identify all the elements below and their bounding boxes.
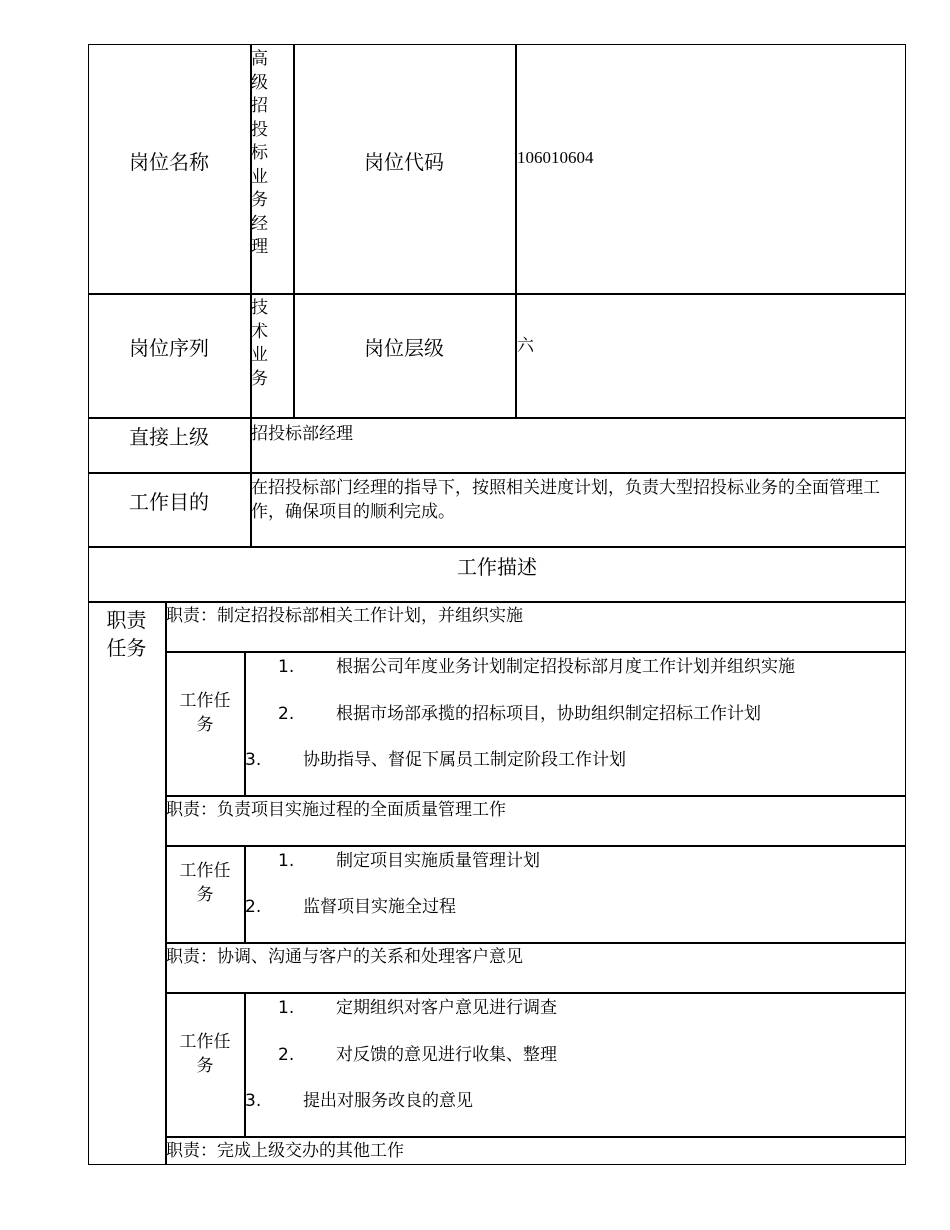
task-number: 1. — [278, 998, 295, 1018]
post-sequence-label: 岗位序列 — [129, 336, 209, 360]
duty-label-line1: 职责 — [106, 608, 147, 632]
row-divider — [88, 601, 906, 603]
task-number: 2. — [278, 1045, 295, 1065]
task-label-line1: 工作任 — [179, 861, 231, 881]
purpose-value: 在招投标部门经理的指导下，按照相关进度计划，负责大型招投标业务的全面管理工作，确保项目的顺利完成。 — [251, 478, 880, 522]
purpose-label: 工作目的 — [129, 490, 209, 514]
row-divider — [88, 417, 906, 419]
task-label — [166, 689, 244, 737]
task-text: 协助指导、督促下属员工制定阶段工作计划 — [303, 750, 626, 770]
row-divider — [165, 795, 906, 797]
task-label-line1: 工作任 — [179, 691, 231, 711]
task-number: 3. — [245, 1091, 262, 1111]
column-divider — [244, 651, 246, 796]
post-name-label: 岗位名称 — [129, 150, 209, 174]
task-label-line2: 务 — [196, 715, 214, 735]
duty-title: 职责：制定招投标部相关工作计划，并组织实施 — [166, 606, 523, 626]
column-divider — [244, 992, 246, 1137]
task-text: 对反馈的意见进行收集、整理 — [336, 1045, 557, 1065]
duty-label — [88, 606, 165, 662]
post-code-label: 岗位代码 — [364, 150, 444, 174]
duty-title: 职责：负责项目实施过程的全面质量管理工作 — [166, 800, 506, 820]
post-level-value: 六 — [517, 336, 534, 356]
task-text: 制定项目实施质量管理计划 — [336, 851, 540, 871]
post-sequence-value: 技术业务 — [251, 298, 268, 389]
post-name-value: 高级招投标业务经理 — [251, 49, 268, 257]
task-text: 监督项目实施全过程 — [303, 897, 456, 917]
row-divider — [165, 992, 906, 994]
task-number: 2. — [245, 897, 262, 917]
row-divider — [88, 546, 906, 548]
column-divider — [293, 44, 295, 418]
row-divider — [88, 472, 906, 474]
task-text: 提出对服务改良的意见 — [303, 1091, 473, 1111]
column-divider — [244, 845, 246, 943]
task-number: 2. — [278, 704, 295, 724]
post-code-value: 106010604 — [517, 148, 594, 167]
task-label — [166, 859, 244, 907]
task-label-line1: 工作任 — [179, 1032, 231, 1052]
work-description-title: 工作描述 — [457, 555, 537, 579]
task-number: 1. — [278, 657, 295, 677]
task-label-line2: 务 — [196, 1056, 214, 1076]
duty-label-line2: 任务 — [106, 636, 147, 660]
duty-title: 职责：协调、沟通与客户的关系和处理客户意见 — [166, 947, 523, 967]
post-level-label: 岗位层级 — [364, 336, 444, 360]
task-text: 定期组织对客户意见进行调查 — [336, 998, 557, 1018]
row-divider — [165, 845, 906, 847]
task-label — [166, 1030, 244, 1078]
duty-title: 职责：完成上级交办的其他工作 — [166, 1141, 404, 1161]
row-divider — [165, 942, 906, 944]
row-divider — [88, 293, 906, 295]
row-divider — [165, 651, 906, 653]
task-number: 1. — [278, 851, 295, 871]
row-divider — [165, 1136, 906, 1138]
task-label-line2: 务 — [196, 885, 214, 905]
task-text: 根据公司年度业务计划制定招投标部月度工作计划并组织实施 — [336, 657, 795, 677]
superior-value: 招投标部经理 — [251, 424, 353, 444]
task-number: 3. — [245, 750, 262, 770]
task-text: 根据市场部承揽的招标项目，协助组织制定招标工作计划 — [336, 704, 761, 724]
superior-label: 直接上级 — [129, 425, 209, 449]
column-divider — [515, 44, 517, 418]
